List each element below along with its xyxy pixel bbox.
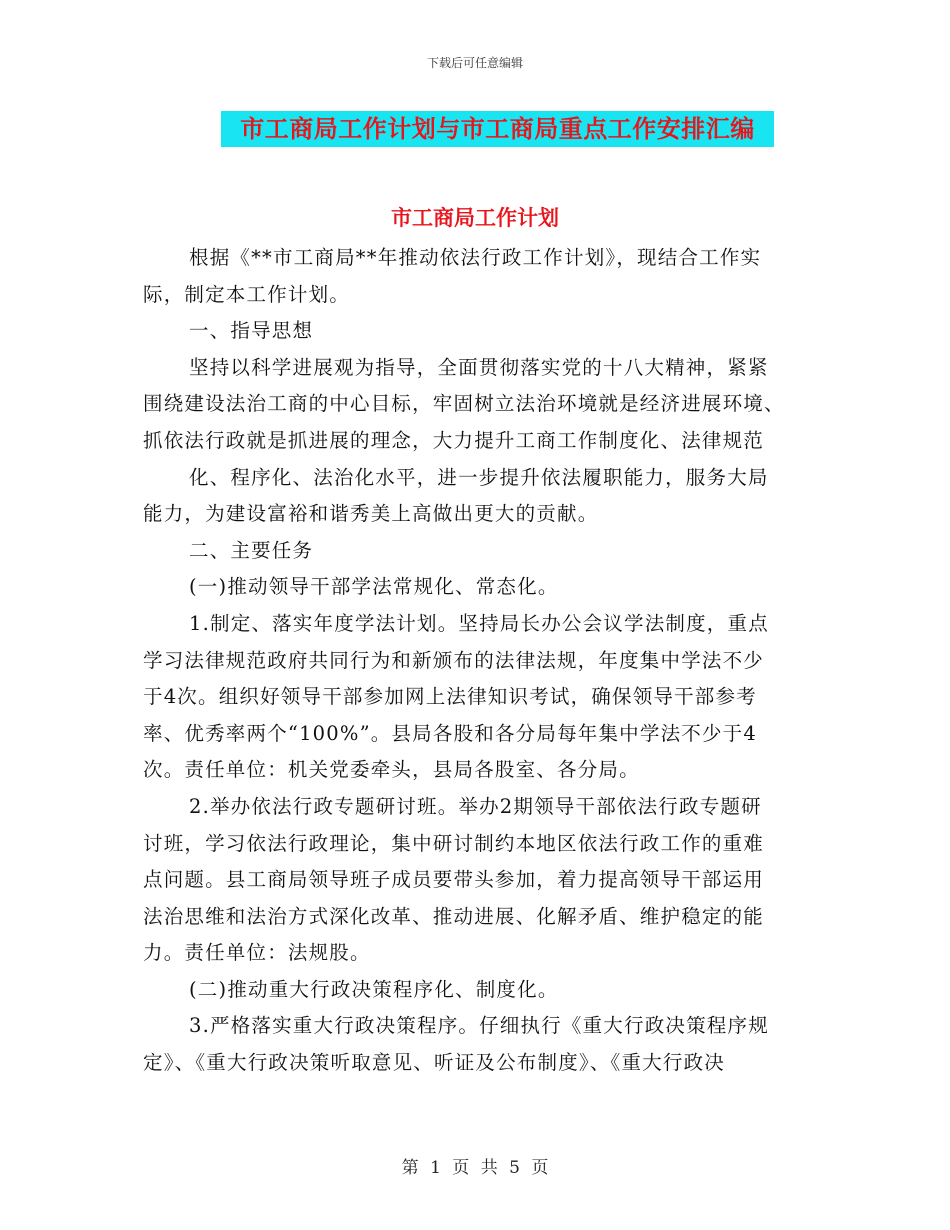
- paragraph-line: 于4次。组织好领导干部参加网上法律知识考试，确保领导干部参考: [143, 685, 757, 709]
- paragraph-line: (二)推动重大行政决策程序化、制度化。: [189, 977, 559, 1001]
- section-title: 市工商局工作计划: [391, 205, 559, 230]
- paragraph-line: (一)推动领导干部学法常规化、常态化。: [189, 575, 559, 599]
- paragraph-line: 学习法律规范政府共同行为和新颁布的法律法规，年度集中学法不少: [143, 648, 765, 672]
- paragraph-line: 力。责任单位：法规股。: [143, 941, 371, 965]
- paragraph-line: 一、指导思想: [189, 319, 314, 343]
- main-title: 市工商局工作计划与市工商局重点工作安排汇编: [221, 111, 774, 147]
- paragraph-line: 抓依法行政就是抓进展的理念，大力提升工商工作制度化、法律规范: [143, 428, 765, 452]
- paragraph-line: 能力，为建设富裕和谐秀美上高做出更大的贡献。: [143, 502, 599, 526]
- paragraph-line: 根据《**市工商局**年推动依法行政工作计划》，现结合工作实: [189, 246, 762, 269]
- paragraph-line: 法治思维和法治方式深化改革、推动进展、化解矛盾、维护稳定的能: [143, 904, 765, 928]
- paragraph-line: 点问题。县工商局领导班子成员要带头参加，着力提高领导干部运用: [143, 868, 765, 892]
- paragraph-line: 化、程序化、法治化水平，进一步提升依法履职能力，服务大局: [189, 465, 769, 489]
- header-note: 下载后可任意编辑: [426, 56, 523, 70]
- paragraph-line: 围绕建设法治工商的中心目标，牢固树立法治环境就是经济进展环境、: [143, 392, 785, 416]
- paragraph-line: 际，制定本工作计划。: [143, 282, 351, 306]
- paragraph-line: 1.制定、落实年度学法计划。坚持局长办公会议学法制度，重点: [189, 611, 769, 635]
- paragraph-line: 2.举办依法行政专题研讨班。举办2期领导干部依法行政专题研: [189, 794, 762, 818]
- page-footer: 第 1 页 共 5 页: [401, 1158, 549, 1178]
- paragraph-line: 率、优秀率两个“100%”。县局各股和各分局每年集中学法不少于4: [143, 721, 757, 745]
- paragraph-line: 讨班，学习依法行政理论，集中研讨制约本地区依法行政工作的重难: [143, 831, 765, 855]
- paragraph-line: 3.严格落实重大行政决策程序。仔细执行《重大行政决策程序规: [189, 1014, 769, 1038]
- paragraph-line: 定》、《重大行政决策听取意见、听证及公布制度》、《重大行政决: [143, 1051, 726, 1075]
- body-text: [143, 240, 803, 1082]
- paragraph-line: 坚持以科学进展观为指导，全面贯彻落实党的十八大精神，紧紧: [189, 355, 769, 379]
- paragraph-line: 二、主要任务: [189, 538, 314, 562]
- paragraph-line: 次。责任单位：机关党委牵头，县局各股室、各分局。: [143, 758, 640, 782]
